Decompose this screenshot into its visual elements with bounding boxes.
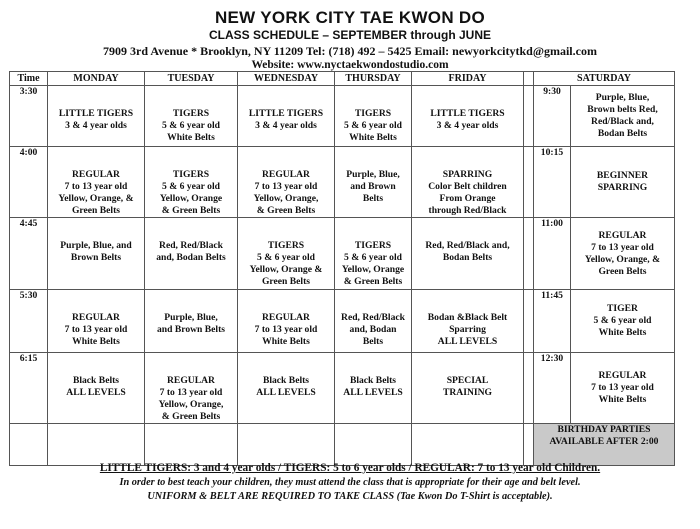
schedule-row: [10, 147, 675, 218]
class-text-line: TIGERS: [172, 108, 210, 119]
class-text-line: 5 & 6 year old: [344, 120, 402, 131]
class-cell-thursday: [335, 147, 412, 218]
class-text-line: Purple, Blue,: [595, 92, 650, 103]
class-text-line: REGULAR: [598, 229, 647, 241]
class-text-line: White Belts: [167, 132, 215, 143]
class-text-line: 7 to 13 year old: [591, 382, 654, 393]
class-text-line: 7 to 13 year old: [254, 324, 318, 335]
class-text-line: Red, Red/Black: [341, 312, 405, 323]
class-text-line: Black Belts: [72, 375, 120, 386]
class-cell-thursday: [335, 218, 412, 290]
class-text-line: Sparring: [449, 324, 486, 335]
class-text-line: Belts: [362, 336, 384, 347]
class-cell-thursday: [335, 86, 412, 147]
saturday-time-cell: 10:15: [534, 147, 571, 218]
column-divider: [524, 424, 534, 466]
class-text-line: Bodan Belts: [597, 128, 648, 139]
schedule-subtitle: CLASS SCHEDULE – SEPTEMBER through JUNE: [208, 28, 492, 42]
class-text-line: From Orange: [439, 193, 496, 204]
class-text-line: and Brown: [350, 181, 396, 192]
class-text-line: 7 to 13 year old: [254, 181, 318, 192]
schedule-row: [10, 424, 675, 466]
class-cell-saturday: [571, 147, 675, 218]
class-cell-monday: [48, 218, 145, 290]
class-cell-wednesday: [238, 86, 335, 147]
class-text-line: Yellow, Orange: [341, 264, 405, 275]
class-text-line: REGULAR: [167, 375, 215, 386]
class-cell-saturday: [571, 290, 675, 353]
class-text-line: White Belts: [598, 327, 647, 338]
class-text-line: Green Belts: [261, 276, 311, 287]
column-divider: [524, 353, 534, 424]
class-cell-tuesday: [145, 290, 238, 353]
class-text-line: TRAINING: [442, 387, 493, 398]
class-text-line: REGULAR: [72, 169, 120, 180]
class-cell-wednesday: [238, 218, 335, 290]
class-cell-friday: [412, 86, 524, 147]
class-text-line: BIRTHDAY PARTIES: [557, 424, 651, 435]
class-cell-thursday: [335, 424, 412, 466]
class-text-line: Purple, Blue,: [346, 169, 400, 180]
class-text-line: Brown belts Red,: [587, 104, 658, 115]
class-text-line: Red, Red/Black and,: [425, 240, 510, 251]
studio-title: NEW YORK CITY TAE KWON DO: [214, 8, 486, 27]
class-text-line: 3 & 4 year olds: [255, 120, 317, 131]
class-text-line: BEGINNER: [596, 170, 649, 181]
col-monday: MONDAY: [48, 72, 145, 86]
schedule-row: [10, 86, 675, 147]
schedule-row: [10, 290, 675, 353]
schedule-row: [10, 218, 675, 290]
class-text-line: ALL LEVELS: [256, 387, 316, 398]
class-text-line: Yellow, Orange, &: [58, 193, 134, 204]
time-cell: 5:30: [10, 290, 48, 353]
class-text-line: 5 & 6 year old: [257, 252, 315, 263]
class-text-line: 3 & 4 year olds: [436, 120, 499, 131]
time-cell: 4:45: [10, 218, 48, 290]
class-cell-friday: [412, 147, 524, 218]
class-cell-wednesday: [238, 424, 335, 466]
class-cell-saturday: [571, 218, 675, 290]
class-text-line: and, Bodan Belts: [156, 252, 226, 263]
class-text-line: REGULAR: [598, 370, 647, 381]
class-text-line: 5 & 6 year old: [162, 120, 220, 131]
class-text-line: SPECIAL: [446, 375, 489, 386]
time-cell: [10, 424, 48, 466]
class-cell-monday: [48, 290, 145, 353]
class-text-line: REGULAR: [262, 169, 310, 180]
class-text-line: Color Belt children: [428, 181, 507, 192]
class-text-line: SPARRING: [442, 169, 493, 180]
class-text-line: 5 & 6 year old: [162, 181, 220, 192]
class-text-line: Bodan Belts: [442, 252, 493, 263]
saturday-time-cell: 11:00: [534, 218, 571, 290]
class-text-line: LITTLE TIGERS: [430, 108, 505, 119]
class-cell-monday: [48, 147, 145, 218]
class-text-line: & Green Belts: [161, 411, 221, 422]
class-cell-wednesday: [238, 290, 335, 353]
class-text-line: & Green Belts: [256, 205, 316, 216]
class-text-line: Yellow, Orange &: [249, 264, 323, 275]
class-cell-tuesday: [145, 424, 238, 466]
class-text-line: TIGERS: [354, 108, 392, 119]
uniform-note: UNIFORM & BELT ARE REQUIRED TO TAKE CLASS (Tae Kwon Do T-Shirt is acceptable).: [147, 491, 553, 502]
class-text-line: Black Belts: [262, 375, 310, 386]
column-divider: [524, 218, 534, 290]
class-cell-thursday: [335, 353, 412, 424]
schedule-body: [10, 86, 675, 466]
col-friday: FRIDAY: [412, 72, 524, 86]
class-text-line: through Red/Black: [428, 205, 507, 216]
class-text-line: Brown Belts: [70, 252, 122, 263]
header-row: [10, 72, 675, 86]
class-text-line: Purple, Blue, and: [60, 240, 132, 251]
class-text-line: TIGERS: [354, 240, 392, 251]
birthday-parties-box: [534, 424, 675, 466]
saturday-time-cell: 11:45: [534, 290, 571, 353]
col-wednesday: WEDNESDAY: [238, 72, 335, 86]
col-time: Time: [10, 72, 48, 86]
class-text-line: 5 & 6 year old: [344, 252, 402, 263]
class-text-line: White Belts: [598, 394, 647, 405]
class-text-line: White Belts: [349, 132, 397, 143]
class-text-line: Purple, Blue,: [164, 312, 218, 323]
class-text-line: White Belts: [72, 336, 120, 347]
column-divider: [524, 290, 534, 353]
class-text-line: & Green Belts: [343, 276, 403, 287]
col-saturday: SATURDAY: [534, 72, 675, 86]
class-text-line: REGULAR: [72, 312, 120, 323]
class-text-line: Yellow, Orange, &: [584, 253, 661, 265]
class-text-line: & Green Belts: [161, 205, 221, 216]
class-text-line: Belts: [362, 193, 384, 204]
class-text-line: LITTLE TIGERS: [248, 108, 324, 119]
class-cell-tuesday: [145, 86, 238, 147]
class-cell-monday: [48, 353, 145, 424]
contact-line: 7909 3rd Avenue * Brooklyn, NY 11209 Tel: (718) 492 – 5425 Email: newyorkcitytkd@gmail.com: [103, 44, 597, 58]
col-tuesday: TUESDAY: [145, 72, 238, 86]
column-divider: [524, 86, 534, 147]
column-divider: [524, 72, 534, 86]
schedule-row: [10, 353, 675, 424]
class-text-line: and, Bodan: [349, 324, 397, 335]
class-text-line: Yellow, Orange: [159, 193, 223, 204]
class-text-line: ALL LEVELS: [343, 387, 403, 398]
class-cell-tuesday: [145, 353, 238, 424]
class-text-line: Green Belts: [71, 205, 121, 216]
class-text-line: SPARRING: [597, 182, 648, 193]
time-cell: 3:30: [10, 86, 48, 147]
class-text-line: AVAILABLE AFTER 2:00: [549, 436, 659, 447]
time-cell: 4:00: [10, 147, 48, 218]
class-text-line: Red/Black and,: [591, 116, 654, 127]
class-text-line: TIGERS: [172, 169, 210, 180]
class-text-line: Yellow, Orange,: [158, 399, 224, 410]
class-text-line: REGULAR: [262, 312, 310, 323]
class-text-line: 7 to 13 year old: [64, 181, 128, 192]
attendance-note: In order to best teach your children, they must attend the class that is appropriate for their age and belt level.: [119, 477, 581, 488]
class-cell-wednesday: [238, 147, 335, 218]
class-text-line: Yellow, Orange,: [253, 193, 319, 204]
class-text-line: ALL LEVELS: [437, 336, 498, 347]
class-text-line: Red, Red/Black: [159, 240, 223, 251]
class-text-line: 3 & 4 year olds: [65, 120, 127, 131]
class-text-line: and Brown Belts: [156, 324, 226, 335]
class-text-line: Bodan &Black Belt: [427, 312, 508, 323]
col-thursday: THURSDAY: [335, 72, 412, 86]
class-text-line: Green Belts: [598, 265, 647, 277]
class-text-line: 5 & 6 year old: [593, 315, 652, 326]
class-cell-thursday: [335, 290, 412, 353]
saturday-time-cell: 9:30: [534, 86, 571, 147]
class-cell-friday: [412, 218, 524, 290]
class-text-line: ALL LEVELS: [66, 387, 126, 398]
class-cell-friday: [412, 353, 524, 424]
class-cell-friday: [412, 290, 524, 353]
class-text-line: TIGER: [607, 303, 638, 314]
class-cell-saturday: [571, 86, 675, 147]
class-cell-saturday: [571, 353, 675, 424]
class-text-line: 7 to 13 year old: [159, 387, 223, 398]
class-schedule-table: [9, 71, 675, 466]
class-cell-tuesday: [145, 147, 238, 218]
website-line: Website: www.nyctaekwondostudio.com: [251, 59, 449, 71]
class-cell-friday: [412, 424, 524, 466]
class-text-line: Black Belts: [349, 375, 397, 386]
column-divider: [524, 147, 534, 218]
class-cell-tuesday: [145, 218, 238, 290]
class-cell-monday: [48, 424, 145, 466]
class-text-line: TIGERS: [267, 240, 305, 251]
class-cell-wednesday: [238, 353, 335, 424]
class-text-line: White Belts: [262, 336, 310, 347]
class-text-line: 7 to 13 year old: [591, 241, 654, 253]
saturday-time-cell: 12:30: [534, 353, 571, 424]
age-group-legend: LITTLE TIGERS: 3 and 4 year olds / TIGERS: 5 to 6 year olds / REGULAR: 7 to 13 year old Children.: [99, 462, 601, 474]
time-cell: 6:15: [10, 353, 48, 424]
class-text-line: LITTLE TIGERS: [58, 108, 134, 119]
class-text-line: 7 to 13 year old: [64, 324, 128, 335]
class-cell-monday: [48, 86, 145, 147]
